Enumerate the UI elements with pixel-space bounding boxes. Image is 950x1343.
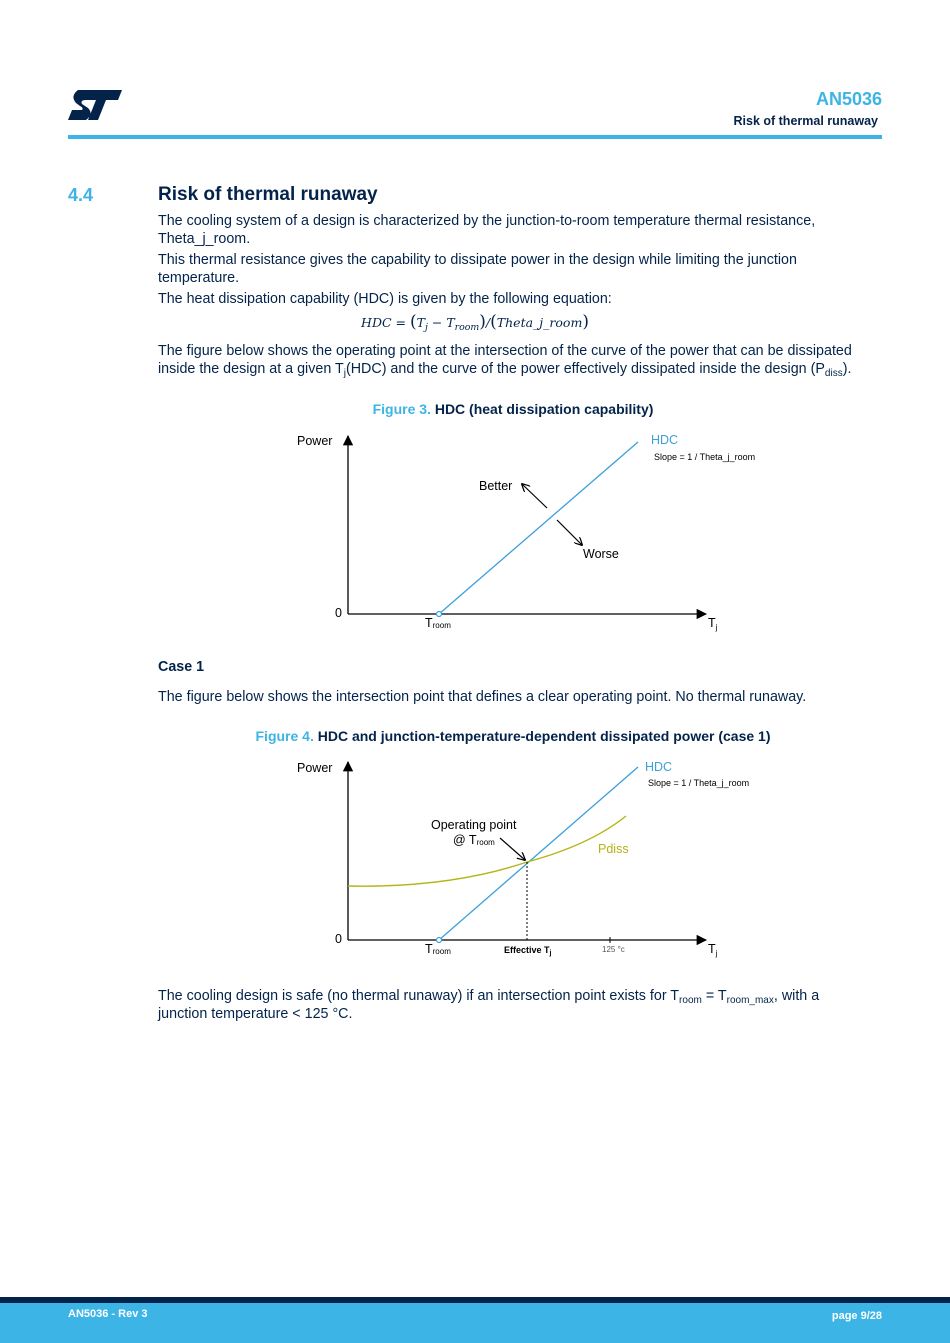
eq-minus: − — [431, 315, 443, 330]
figure3-hdc-label: HDC — [651, 433, 679, 447]
hdc-equation: HDC = ($T_j$ − $T_{room})/(Theta\_j\_room)$ — [361, 312, 589, 333]
case1-text: The figure below shows the intersection point that defines a clear operating point. No thermal runaway. — [158, 689, 807, 705]
figure3-troom-point — [437, 612, 442, 617]
figure3-title: HDC (heat dissipation capability) — [434, 401, 654, 417]
figure3-slope-label: Slope = 1 / Theta_j_room — [654, 452, 756, 462]
figure3-y-label: Power — [297, 434, 333, 448]
paragraph-thermal-resistance: The cooling system of a design is characterized by the junction-to-room temperature thermal resistance, Theta_j_room. — [158, 213, 816, 247]
figure3-hdc-line — [439, 442, 638, 614]
figure4-slope-label: Slope = 1 / Theta_j_room — [648, 778, 750, 788]
figure4-origin-label: 0 — [335, 932, 342, 946]
figure3-origin-label: 0 — [335, 606, 342, 620]
eq-tj: T — [416, 315, 425, 330]
section-number: 4.4 — [68, 185, 94, 205]
figure3-troom-label: Troom — [425, 616, 451, 630]
figure4-pdiss-label: Pdiss — [598, 842, 629, 856]
footer-page-number: page 9/28 — [831, 1310, 882, 1322]
figure4-operating-label-line2: @ Troom — [453, 833, 495, 847]
figure4-troom-label: Troom — [425, 942, 451, 956]
figure3-x-label: $T_j$ — [708, 616, 718, 632]
footer-document-revision: AN5036 - Rev 3 — [68, 1308, 148, 1320]
paragraph-dissipation: This thermal resistance gives the capability to dissipate power in the design while limiting the junction temperature. — [158, 252, 797, 286]
case1-heading: Case 1 — [158, 659, 205, 675]
eq-tj-sub: j — [424, 322, 428, 333]
figure4-title: HDC and junction-temperature-dependent dissipated power (case 1) — [317, 728, 771, 744]
paragraph-hdc-intro: The heat dissipation capability (HDC) is given by the following equation: — [158, 291, 612, 307]
eq-troom: T — [446, 315, 455, 330]
figure3-better-label: Better — [479, 479, 513, 493]
eq-theta: Theta_j_room — [496, 315, 583, 330]
document-id: AN5036 — [815, 89, 882, 109]
conclusion-paragraph: The cooling design is safe (no thermal runaway) if an intersection point exists for $T_{room} = T_{room\_max}$, with a junction temperature < 125 °C. — [158, 988, 820, 1022]
figure3-worse-arrow — [557, 520, 582, 545]
figure3-label: Figure 3. — [372, 401, 431, 417]
figure4-125-label: 125 °c — [602, 945, 625, 954]
document-subtitle: Risk of thermal runaway — [733, 114, 878, 128]
figure3-better-arrow — [522, 484, 547, 508]
figure4-operating-arrow — [500, 838, 525, 860]
figure4-operating-label-line1: Operating point — [431, 818, 517, 832]
figure4-x-label: $T_j$ — [708, 942, 718, 958]
figure4-y-label: Power — [297, 761, 333, 775]
eq-troom-sub: room — [454, 322, 480, 333]
figure4-label: Figure 4. — [255, 728, 314, 744]
paragraph-operating-point: The figure below shows the operating point at the intersection of the curve of the power that can be dissipated inside the design at a given $T_j(HDC)$ and the curve of the power effectively dissipated inside the design $(P_{diss})$. — [158, 343, 852, 379]
eq-div: / — [485, 315, 491, 330]
figure4-troom-point — [437, 938, 442, 943]
figure3-worse-label: Worse — [583, 547, 619, 561]
section-title: Risk of thermal runaway — [158, 184, 378, 205]
figure4-caption — [158, 728, 868, 744]
figure4-hdc-label: HDC — [645, 760, 673, 774]
eq-lhs: HDC = — [361, 315, 406, 330]
figure4-effective-tj-label: Effective $T_j$ — [504, 945, 552, 957]
